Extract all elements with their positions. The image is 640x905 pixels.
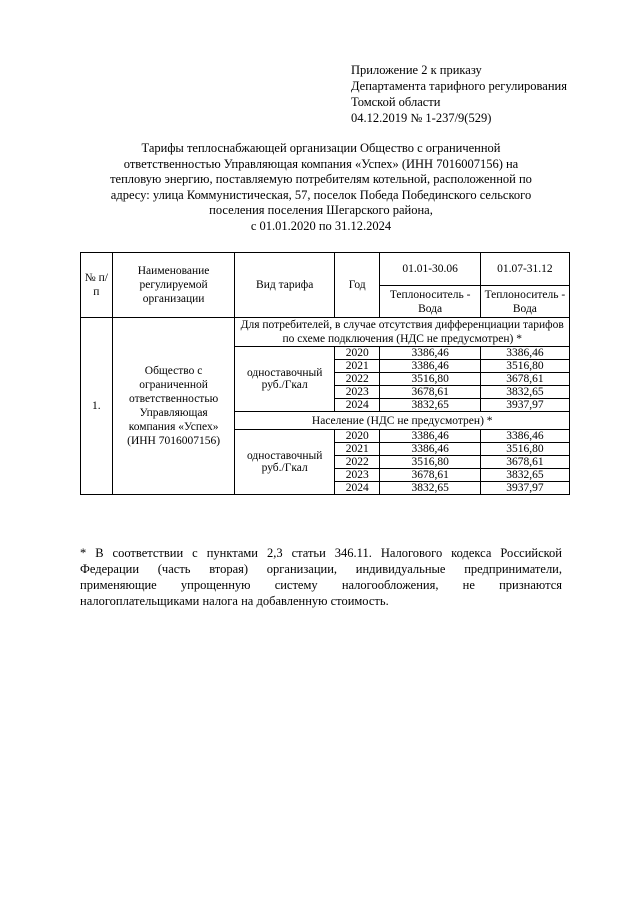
value-cell: 3832,65 bbox=[480, 386, 569, 399]
title-period: с 01.01.2020 по 31.12.2024 bbox=[250, 218, 392, 233]
appendix-line: Департамента тарифного регулирования bbox=[351, 79, 567, 93]
value-cell: 3678,61 bbox=[480, 373, 569, 386]
value-cell: 3937,97 bbox=[480, 399, 569, 412]
value-cell: 3832,65 bbox=[480, 469, 569, 482]
header-period-2: 01.07-31.12 bbox=[480, 253, 569, 286]
year-cell: 2024 bbox=[334, 399, 380, 412]
document-title bbox=[80, 141, 562, 235]
year-cell: 2020 bbox=[334, 430, 380, 443]
year-cell: 2021 bbox=[334, 360, 380, 373]
header-period-1: 01.01-30.06 bbox=[380, 253, 480, 286]
value-cell: 3678,61 bbox=[380, 386, 480, 399]
tariff-kind: одноставочный руб./Гкал bbox=[235, 347, 334, 412]
value-cell: 3386,46 bbox=[380, 347, 480, 360]
value-cell: 3386,46 bbox=[380, 443, 480, 456]
header-carrier-1: Теплоноситель - Вода bbox=[380, 286, 480, 318]
value-cell: 3516,80 bbox=[480, 443, 569, 456]
value-cell: 3386,46 bbox=[380, 430, 480, 443]
year-cell: 2023 bbox=[334, 386, 380, 399]
value-cell: 3516,80 bbox=[480, 360, 569, 373]
value-cell: 3386,46 bbox=[480, 347, 569, 360]
appendix-line: Томской области bbox=[351, 95, 441, 109]
value-cell: 3516,80 bbox=[380, 456, 480, 469]
value-cell: 3678,61 bbox=[380, 469, 480, 482]
title-line: поселения поселения Шегарского района, bbox=[209, 203, 433, 218]
group-title-population: Население (НДС не предусмотрен) * bbox=[235, 412, 570, 430]
header-carrier-2: Теплоноситель - Вода bbox=[480, 286, 569, 318]
value-cell: 3832,65 bbox=[380, 399, 480, 412]
year-cell: 2022 bbox=[334, 456, 380, 469]
value-cell: 3937,97 bbox=[480, 482, 569, 495]
title-line: ответственностью Управляющая компания «Успех» (ИНН 7016007156) на bbox=[123, 156, 519, 171]
group-title-consumers: Для потребителей, в случае отсутствия дифференциации тарифов по схеме подключения (НДС не предусмотрен) * bbox=[235, 318, 570, 347]
year-cell: 2022 bbox=[334, 373, 380, 386]
value-cell: 3386,46 bbox=[480, 430, 569, 443]
year-cell: 2024 bbox=[334, 482, 380, 495]
header-year: Год bbox=[334, 253, 380, 318]
appendix-line: Приложение 2 к приказу bbox=[351, 63, 482, 77]
tariff-kind: одноставочный руб./Гкал bbox=[235, 430, 334, 495]
title-line: адресу: улица Коммунистическая, 57, поселок Победа Побединского сельского bbox=[110, 187, 532, 202]
value-cell: 3832,65 bbox=[380, 482, 480, 495]
title-line: тепловую энергию, поставляемую потребителям котельной, расположенной по bbox=[110, 172, 532, 187]
value-cell: 3678,61 bbox=[480, 456, 569, 469]
org-name: Общество с ограниченной ответственностью Управляющая компания «Успех» (ИНН 7016007156) bbox=[112, 318, 235, 495]
footnote: * В соответствии с пунктами 2,3 статьи 346.11. Налогового кодекса Российской Федерации (часть вторая) организации, индивидуальные предприниматели, применяющие упрощенную систему налогообложения, не признаются налогоплательщиками налога на добавленную стоимость. bbox=[80, 546, 562, 608]
value-cell: 3516,80 bbox=[380, 373, 480, 386]
year-cell: 2023 bbox=[334, 469, 380, 482]
year-cell: 2021 bbox=[334, 443, 380, 456]
tariff-table bbox=[80, 252, 570, 495]
year-cell: 2020 bbox=[334, 347, 380, 360]
row-number: 1. bbox=[81, 318, 113, 495]
title-line: Тарифы теплоснабжающей организации Общество с ограниченной bbox=[141, 141, 501, 155]
header-num: № п/п bbox=[81, 253, 113, 318]
appendix-header bbox=[351, 62, 611, 126]
header-org: Наименование регулируемой организации bbox=[112, 253, 235, 318]
value-cell: 3386,46 bbox=[380, 360, 480, 373]
appendix-date-number: 04.12.2019 № 1-237/9(529) bbox=[351, 111, 492, 125]
header-tariff-kind: Вид тарифа bbox=[235, 253, 334, 318]
